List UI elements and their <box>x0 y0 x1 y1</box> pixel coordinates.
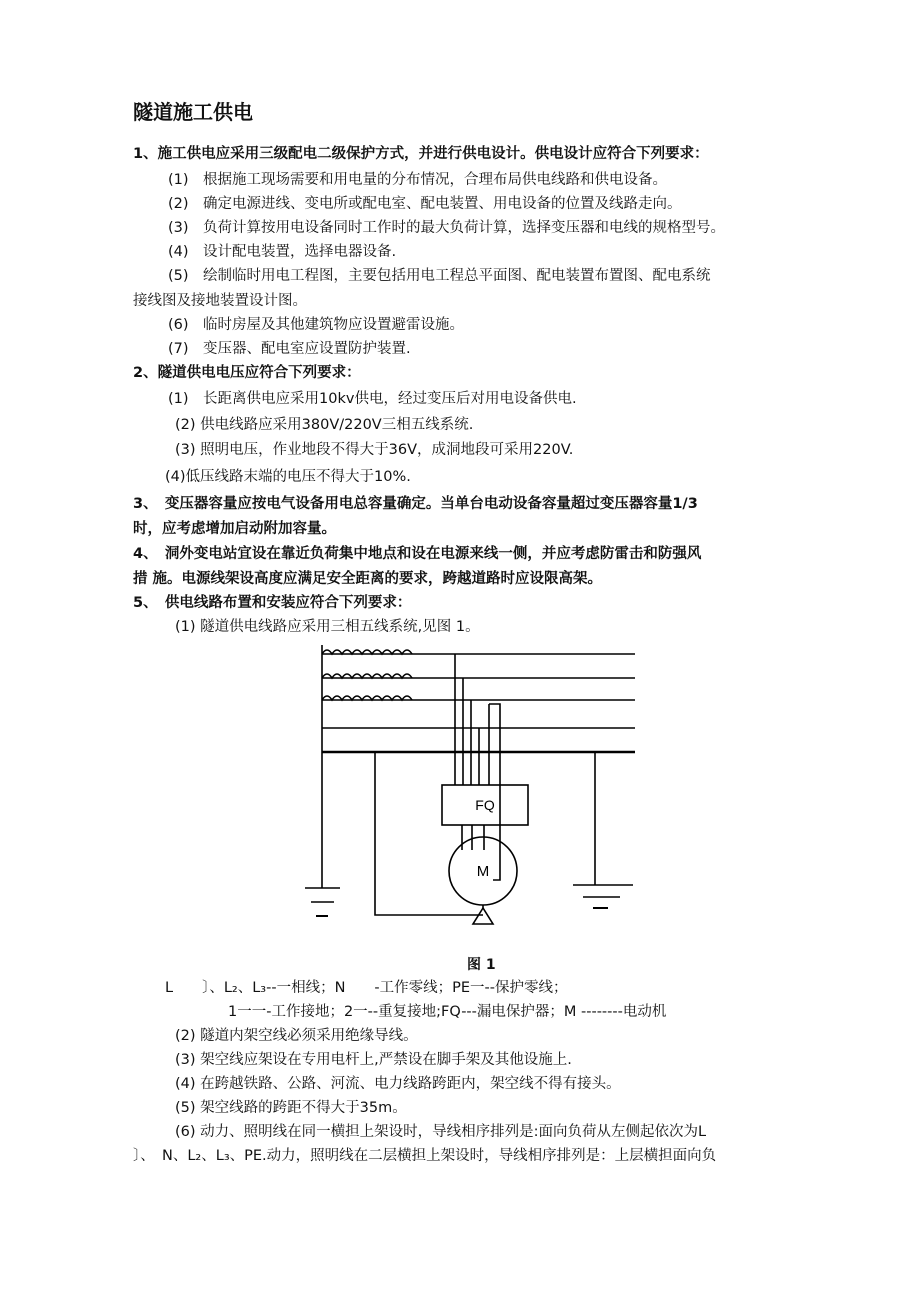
s5-item-1: (1) 隧道供电线路应采用三相五线系统,见图 1。 <box>175 619 480 635</box>
s1-item-3: (3) 负荷计算按用电设备同时工作时的最大负荷计算，选择变压器和电线的规格型号。 <box>168 220 726 236</box>
motor-ground-triangle <box>473 908 493 924</box>
s1-item-4: (4) 设计配电装置，选择电器设备. <box>168 244 397 260</box>
after-item-6-cont: 〕、 N、L₂、L₃、PE.动力，照明线在二层横担上架设时，导线相序排列是：上层横担面向负 <box>133 1148 717 1164</box>
s2-item-4: (4)低压线路末端的电压不得大于10%. <box>165 469 411 485</box>
page-title: 隧道施工供电 <box>133 100 253 124</box>
s1-item-5: (5) 绘制临时用电工程图，主要包括用电工程总平面图、配电装置布置图、配电系统 <box>168 268 711 284</box>
s1-item-6: (6) 临时房屋及其他建筑物应设置避雷设施。 <box>168 317 465 333</box>
after-item-2: (2) 隧道内架空线必须采用绝缘导线。 <box>175 1028 418 1044</box>
s2-item-1: (1) 长距离供电应采用10kv供电，经过变压后对用电设备供电. <box>168 391 577 407</box>
s1-item-7: (7) 变压器、配电室应设置防护装置. <box>168 341 411 357</box>
s2-item-2: (2) 供电线路应采用380V/220V三相五线系统. <box>175 417 474 433</box>
s1-item-5-cont: 接线图及接地装置设计图。 <box>133 293 307 309</box>
after-item-5: (5) 架空线路的跨距不得大于35m。 <box>175 1100 407 1116</box>
section-5-heading: 5、 供电线路布置和安装应符合下列要求： <box>133 595 412 611</box>
section-1-heading: 1、施工供电应采用三级配电二级保护方式，并进行供电设计。供电设计应符合下列要求： <box>133 146 709 162</box>
motor-label: M <box>476 863 490 880</box>
section-2-heading: 2、隧道供电电压应符合下列要求： <box>133 365 361 381</box>
s1-item-1: (1) 根据施工现场需要和用电量的分布情况，合理布局供电线路和供电设备。 <box>168 172 668 188</box>
pe-to-ground <box>489 704 500 880</box>
s2-item-3: (3) 照明电压，作业地段不得大于36V，成洞地段可采用220V. <box>175 442 574 458</box>
legend-line-1: L 〕、L₂、L₃--一相线；N -工作零线；PE一--保护零线； <box>165 980 568 996</box>
after-item-4: (4) 在跨越铁路、公路、河流、电力线路跨距内，架空线不得有接头。 <box>175 1076 621 1092</box>
fq-label: FQ <box>475 797 495 813</box>
figure-caption: 图 1 <box>467 957 496 973</box>
section-4-line-1: 4、 洞外变电站宜设在靠近负荷集中地点和设在电源来线一侧，并应考虑防雷击和防强风 <box>133 546 702 562</box>
section-3-line-1: 3、 变压器容量应按电气设备用电总容量确定。当单台电动设备容量超过变压器容量1/3 <box>133 496 698 512</box>
section-3-line-2: 时，应考虑增加启动附加容量。 <box>133 521 336 537</box>
legend-line-2: 1一一-工作接地；2一--重复接地;FQ---漏电保护器；M --------电动机 <box>228 1004 667 1020</box>
section-4-line-2: 措 施。电源线架设高度应满足安全距离的要求，跨越道路时应设限高架。 <box>133 571 603 587</box>
after-item-6: (6) 动力、照明线在同一横担上架设时，导线相序排列是:面向负荷从左侧起依次为L <box>175 1124 707 1140</box>
wiring-diagram <box>300 640 645 940</box>
repeat-ground-wire <box>375 752 483 915</box>
s1-item-2: (2) 确定电源进线、变电所或配电室、配电装置、用电设备的位置及线路走向。 <box>168 196 682 212</box>
after-item-3: (3) 架空线应架设在专用电杆上,严禁设在脚手架及其他设施上. <box>175 1052 572 1068</box>
